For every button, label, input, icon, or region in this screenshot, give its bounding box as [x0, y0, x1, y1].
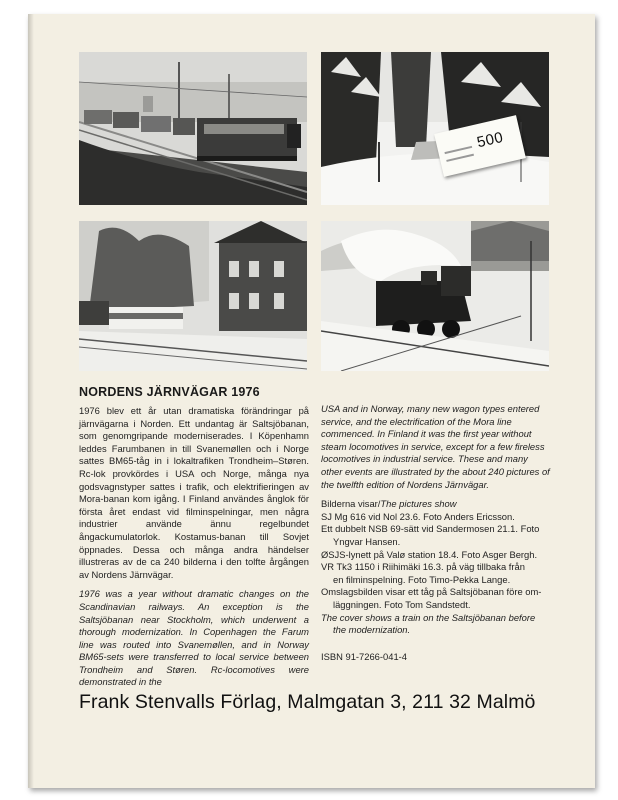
- caption-3: ØSJS-lynett på Valø station 18.4. Foto Asger Bergh.: [321, 548, 538, 560]
- cover-caption-en: The cover shows a train on the Saltsjöbanan before the modernization.: [321, 611, 536, 636]
- captions-heading-sv: Bilderna visar/: [321, 498, 381, 510]
- caption-4: VR Tk3 1150 i Riihimäki 16.3. på väg tillbaka från en filminspelning. Foto Timo-Pekka Lange.: [321, 561, 525, 585]
- book-title: NORDENS JÄRNVÄGAR 1976: [79, 385, 260, 399]
- price-sticker-lines: [444, 146, 474, 162]
- price-value: 500: [475, 128, 506, 152]
- spine-shadow: [28, 14, 34, 788]
- publisher-imprint: Frank Stenvalls Förlag, Malmgatan 3, 211 32 Malmö: [79, 691, 536, 713]
- captions-heading-en: The pictures show: [380, 498, 457, 510]
- captions-heading: [321, 498, 551, 511]
- photo-steam-locomotive-snow: [321, 221, 549, 371]
- swedish-description: 1976 blev ett år utan dramatiska förändringar på järnvägarna i Norden. Ett undantag är Saltsjöbanan, som genomgripande moderniserades. I Köpenhamn leddes Farumbanen in till Svanemøllen och i Norge sattes BM65-tåg in i lokaltrafiken Trondheim–Støren. Rc-lok provkördes i USA och Norge, många nya godsvagnstyper sattes i trafik, och elektrifieringen av Mora-banan kom igång. I Finland användes ånglok för första året endast vid filminspelningar, men några industrier använde ännu regelbundet ångackumulatorlok. Kostamus-banan till Sovjet öppnades. Dessa och många andra händelser illustreras av de ca 240 bilderna i den tolfte årgången av Nordens Järnvägar.: [79, 405, 309, 580]
- english-description-part1: 1976 was a year without dramatic changes on the Scandinavian railways. An exception is the Saltsjöbanan near Stockholm, which underwent a thorough modernization. In Copenhagen the Farum line was routed into Svanemøllen, and in Norway BM65-sets were transferred to local service between Trondheim and Støren. Rc-locomotives were demonstrated in the: [79, 588, 309, 688]
- caption-2: Ett dubbelt NSB 69-sätt vid Sandermosen 21.1. Foto Yngvar Hansen.: [321, 523, 540, 547]
- caption-1: SJ Mg 616 vid Nol 23.6. Foto Anders Ericsson.: [321, 510, 515, 522]
- photo-electric-locomotive-freight: [79, 52, 307, 205]
- left-text-column: [79, 405, 309, 696]
- right-text-column: [321, 403, 551, 663]
- cover-caption-sv: Omslagsbilden visar ett tåg på Saltsjöbanan före om- läggningen. Foto Tom Sandstedt.: [321, 586, 542, 610]
- english-description-part2: USA and in Norway, many new wagon types entered service, and the electrification of the Mora line commenced. In Finland it was the first year without steam locomotives in service, except for a few fireless locomotives in industrial service. These and many other events are illustrated by the about 240 pictures of the twelfth edition of Nordens Järnvägar.: [321, 403, 550, 490]
- isbn: ISBN 91-7266-041-4: [321, 650, 407, 662]
- photo-station-railcar: [79, 221, 307, 371]
